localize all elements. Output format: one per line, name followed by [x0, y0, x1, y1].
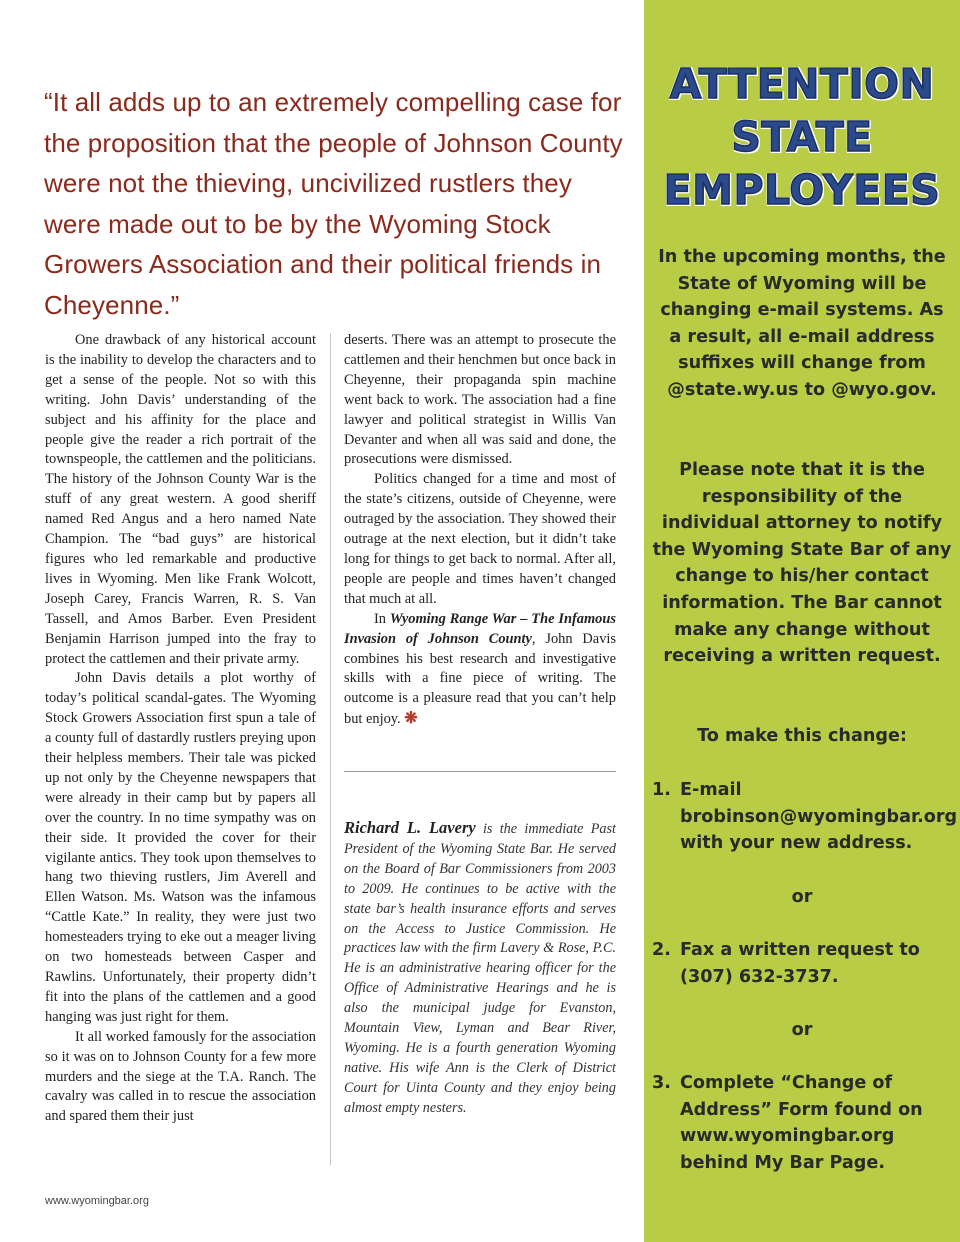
author-name: Richard L. Lavery: [344, 818, 476, 837]
notice-sidebar: [644, 0, 960, 1242]
article-paragraph: Politics changed for a time and most of the state’s citizens, outside of Cheyenne, were outraged by the association. They showed their outrage at the next election, but it didn’t take long for things to get back to normal. After all, people are people and times haven’t changed that much at all.: [344, 471, 616, 607]
article-paragraph: John Davis details a plot worthy of today’s political scandal-gates. The Wyoming Stock Growers Association first spun a tale of a county full of dastardly rustlers preying upon their helpless members. Their tale was picked up not only by the Cheyenne newspapers that were already in their camp but by papers all over the country. In no time sympathy was on their side. It provided the cover for their vigilante antics. They took upon themselves to hang two thieving rustlers, Jim Averell and Ellen Watson. Ms. Watson was the infamous “Cattle Kate.” In reality, they were just two homesteaders trying to eke out a meager living on two homesteads between Casper and Rawlins. Unfortunately, their property didn’t fit into the plans of the cattlemen and a good hanging was just right for them.: [45, 670, 316, 1025]
author-bio: [344, 818, 616, 1119]
article-paragraph: It all worked famously for the association so it was on to Johnson County for a few more murders and the siege at the T.A. Ranch. The cavalry was called in to rescue the association and spared them their just: [45, 1028, 316, 1125]
pull-quote: “It all adds up to an extremely compelling case for the proposition that the people of Johnson County were not the thieving, uncivilized rustlers they were made out to be by the Wyoming Stock Growers Association and their political friends in Cheyenne.”: [44, 87, 623, 320]
step-text: E-mail brobinson@wyomingbar.org with your new address.: [680, 780, 958, 854]
sidebar-instructions-heading: To make this change:: [697, 726, 907, 746]
sidebar-title-line: EMPLOYEES: [663, 166, 941, 214]
book-title: Wyoming Range War – The Infamous Invasion of Johnson County: [344, 610, 616, 647]
sidebar-title-line: ATTENTION: [669, 60, 935, 108]
article-column-2: [344, 331, 616, 730]
step-item: [652, 777, 958, 857]
step-number: 2.: [652, 940, 671, 960]
article-paragraph: deserts. There was an attempt to prosecute the cattlemen and their henchmen but once back in Cheyenne, their propaganda spin machine went back to work. The association had a fine lawyer and political strategist in Willis Van Devanter and when all was said and done, the prosecutions were dismissed.: [344, 332, 616, 468]
or-separator: or: [791, 1020, 813, 1040]
column-divider: [330, 333, 331, 1165]
footer-website: www.wyomingbar.org: [45, 1195, 149, 1207]
bio-text: is the immediate Past President of the Wyoming State Bar. He served on the Board of Bar Commissioners from 2003 to 2009. He continues to be active with the state bar’s health insurance efforts and serves on the Access to Justice Commission. He practices law with the firm Lavery & Rose, P.C. He is an administrative hearing officer for the Office of Administrative Hearings and he is also the municipal judge for Evanston, Mountain View, Lyman and Bear River, Wyoming. He is a fourth generation Wyoming native. His wife Ann is the Clerk of District Court for Uinta County and they enjoy being almost empty nesters.: [344, 821, 616, 1116]
step-number: 1.: [652, 780, 671, 800]
step-text: Fax a written request to (307) 632-3737.: [680, 940, 920, 987]
sidebar-notice-text: In the upcoming months, the State of Wyoming will be changing e-mail systems. As a result, all e-mail address suffixes will change from @state.wy.us to @wyo.gov.: [658, 247, 946, 400]
article-column-1: [45, 331, 316, 1127]
or-separator: or: [791, 887, 813, 907]
article-paragraph: One drawback of any historical account is the inability to develop the characters and to get a sense of the people. Not so with this writing. John Davis’ understanding of the subject and his affinity for the place and people give the reader a rich portrait of the townspeople, the cattlemen and the politicians. The history of the Johnson County War is the stuff of any great western. A good sheriff named Red Angus and a hero named Nate Champion. The “bad guys” are historical figures who led remarkable and productive lives in Wyoming. Men like Frank Wolcott, Joseph Carey, Francis Warren, R. S. Van Tassell, and Amos Barber. Even President Benjamin Harrison jumped into the fray to protect the cattlemen and their private army.: [45, 332, 316, 667]
step-item: [652, 1070, 952, 1176]
bio-divider: [344, 771, 616, 772]
article-text: , John Davis combines his best research and investigative skills with a fine piece of writing. The outcome is a pleasure read that you can’t help but enjoy.: [344, 630, 616, 728]
article-text: In: [374, 610, 390, 627]
step-text: Complete “Change of Address” Form found on www.wyomingbar.org behind My Bar Page.: [680, 1073, 923, 1173]
article-paragraph: [344, 610, 616, 730]
step-number: 3.: [652, 1073, 671, 1093]
sidebar-title: [644, 58, 960, 217]
sidebar-title-line: STATE: [731, 113, 873, 161]
end-mark-icon: ❋: [404, 710, 418, 728]
step-item: [652, 937, 952, 990]
sidebar-responsibility-text: Please note that it is the responsibility of the individual attorney to notify the Wyoming State Bar of any change to his/her contact information. The Bar cannot make any change without receiving a written request.: [652, 460, 952, 667]
